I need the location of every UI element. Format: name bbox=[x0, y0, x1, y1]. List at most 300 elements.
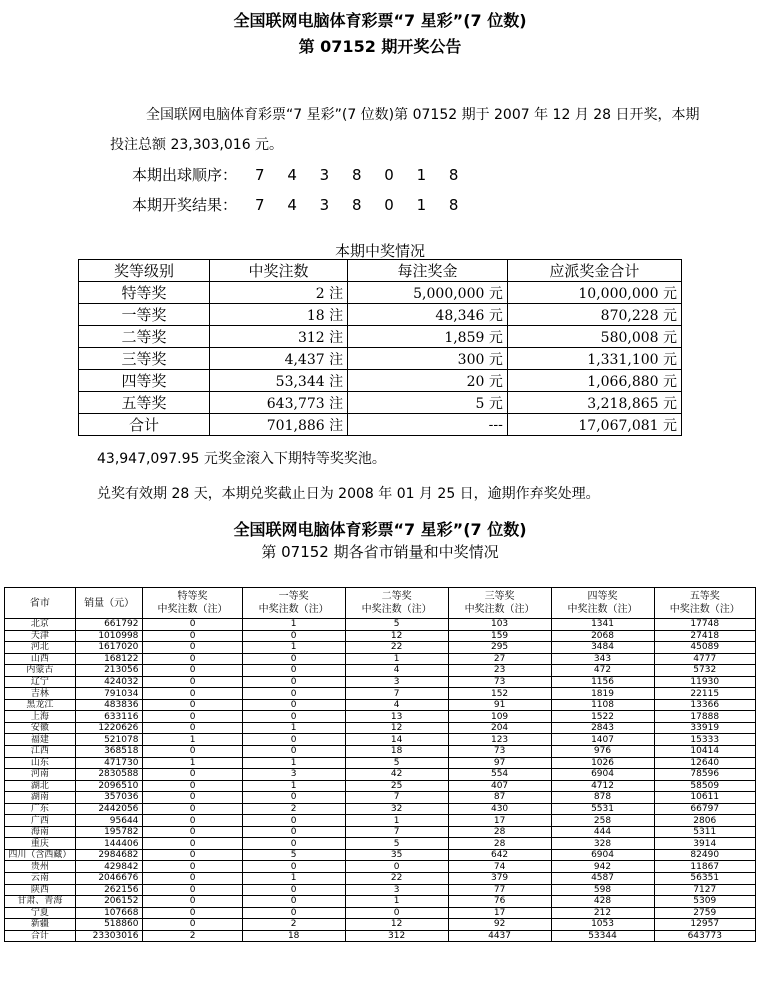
province-table-header-row bbox=[5, 588, 756, 619]
draw-result-line bbox=[132, 190, 732, 220]
province-value-cell: 1010998 bbox=[75, 630, 143, 642]
prize-cell: 870,228 元 bbox=[507, 304, 681, 326]
province-value-cell: 4712 bbox=[551, 780, 654, 792]
province-row bbox=[5, 826, 756, 838]
province-value-cell: 5732 bbox=[654, 665, 756, 677]
province-row bbox=[5, 711, 756, 723]
province-value-cell: 357036 bbox=[75, 792, 143, 804]
province-value-cell: 471730 bbox=[75, 757, 143, 769]
province-value-cell: 32 bbox=[345, 803, 448, 815]
province-table-subtitle: 第 07152 期各省市销量和中奖情况 bbox=[261, 543, 499, 561]
draw-order-label: 本期出球顺序： bbox=[132, 166, 238, 184]
province-value-cell: 0 bbox=[143, 849, 242, 861]
province-value-cell: 343 bbox=[551, 653, 654, 665]
prize-cell: 1,066,880 元 bbox=[507, 370, 681, 392]
province-value-cell: 4587 bbox=[551, 873, 654, 885]
province-header-line: 三等奖 bbox=[484, 591, 515, 602]
province-name-cell: 贵州 bbox=[5, 861, 76, 873]
province-value-cell: 2 bbox=[242, 919, 345, 931]
province-value-cell: 123 bbox=[448, 734, 551, 746]
province-name-cell: 陕西 bbox=[5, 884, 76, 896]
province-value-cell: 0 bbox=[242, 711, 345, 723]
province-row bbox=[5, 896, 756, 908]
province-value-cell: 1 bbox=[242, 757, 345, 769]
province-value-cell: 0 bbox=[242, 815, 345, 827]
prize-row bbox=[79, 348, 682, 370]
province-value-cell: 0 bbox=[143, 676, 242, 688]
province-value-cell: 407 bbox=[448, 780, 551, 792]
province-value-cell: 15333 bbox=[654, 734, 756, 746]
prize-cell: 17,067,081 元 bbox=[507, 414, 681, 436]
province-header-cell bbox=[143, 588, 242, 619]
province-value-cell: 42 bbox=[345, 769, 448, 781]
province-row bbox=[5, 815, 756, 827]
province-value-cell: 598 bbox=[551, 884, 654, 896]
province-value-cell: 5 bbox=[345, 838, 448, 850]
province-value-cell: 424032 bbox=[75, 676, 143, 688]
province-value-cell: 0 bbox=[143, 699, 242, 711]
province-value-cell: 56351 bbox=[654, 873, 756, 885]
province-name-cell: 上海 bbox=[5, 711, 76, 723]
prize-cell: 四等奖 bbox=[79, 370, 210, 392]
province-name-cell: 新疆 bbox=[5, 919, 76, 931]
prize-row bbox=[79, 392, 682, 414]
province-value-cell: 1 bbox=[143, 757, 242, 769]
province-value-cell: 159 bbox=[448, 630, 551, 642]
province-value-cell: 554 bbox=[448, 769, 551, 781]
province-value-cell: 73 bbox=[448, 746, 551, 758]
prize-cell: 300 元 bbox=[348, 348, 508, 370]
province-name-cell: 北京 bbox=[5, 619, 76, 631]
province-value-cell: 13 bbox=[345, 711, 448, 723]
prize-cell: 48,346 元 bbox=[348, 304, 508, 326]
province-value-cell: 23303016 bbox=[75, 930, 143, 942]
province-name-cell: 福建 bbox=[5, 734, 76, 746]
prize-cell: 4,437 注 bbox=[210, 348, 348, 370]
province-value-cell: 6904 bbox=[551, 769, 654, 781]
prize-header-count: 中奖注数 bbox=[210, 260, 348, 282]
province-row bbox=[5, 676, 756, 688]
prize-cell: 312 注 bbox=[210, 326, 348, 348]
province-value-cell: 2806 bbox=[654, 815, 756, 827]
prize-cell: 合计 bbox=[79, 414, 210, 436]
draw-result-digits: 7 4 3 8 0 1 8 bbox=[255, 196, 468, 214]
province-header-line: 二等奖 bbox=[381, 591, 412, 602]
province-value-cell: 1 bbox=[242, 642, 345, 654]
province-value-cell: 1819 bbox=[551, 688, 654, 700]
province-name-cell: 安徽 bbox=[5, 722, 76, 734]
prize-cell: 1,859 元 bbox=[348, 326, 508, 348]
province-value-cell: 1 bbox=[242, 873, 345, 885]
province-value-cell: 0 bbox=[242, 653, 345, 665]
province-value-cell: 206152 bbox=[75, 896, 143, 908]
province-sales-table bbox=[4, 587, 756, 942]
province-value-cell: 0 bbox=[143, 803, 242, 815]
province-value-cell: 12 bbox=[345, 919, 448, 931]
province-value-cell: 2046676 bbox=[75, 873, 143, 885]
province-name-cell: 河北 bbox=[5, 642, 76, 654]
province-value-cell: 195782 bbox=[75, 826, 143, 838]
province-name-cell: 山东 bbox=[5, 757, 76, 769]
province-value-cell: 2 bbox=[242, 803, 345, 815]
province-value-cell: 1108 bbox=[551, 699, 654, 711]
province-value-cell: 152 bbox=[448, 688, 551, 700]
province-value-cell: 0 bbox=[143, 792, 242, 804]
province-value-cell: 12640 bbox=[654, 757, 756, 769]
province-value-cell: 66797 bbox=[654, 803, 756, 815]
province-row bbox=[5, 642, 756, 654]
province-value-cell: 4 bbox=[345, 699, 448, 711]
province-value-cell: 368518 bbox=[75, 746, 143, 758]
province-value-cell: 76 bbox=[448, 896, 551, 908]
prize-cell: 三等奖 bbox=[79, 348, 210, 370]
province-value-cell: 0 bbox=[242, 861, 345, 873]
province-value-cell: 1341 bbox=[551, 619, 654, 631]
province-header-cell bbox=[242, 588, 345, 619]
province-value-cell: 23 bbox=[448, 665, 551, 677]
province-header-line: 特等奖 bbox=[177, 591, 208, 602]
province-value-cell: 428 bbox=[551, 896, 654, 908]
province-value-cell: 22 bbox=[345, 642, 448, 654]
province-value-cell: 10414 bbox=[654, 746, 756, 758]
intro-paragraph: 全国联网电脑体育彩票“7 星彩”(7 位数)第 07152 期于 2007 年 12 月 28 日开奖，本期投注总额 23,303,016 元。 bbox=[110, 107, 700, 153]
province-value-cell: 2096510 bbox=[75, 780, 143, 792]
province-value-cell: 312 bbox=[345, 930, 448, 942]
province-value-cell: 0 bbox=[143, 630, 242, 642]
province-name-cell: 江西 bbox=[5, 746, 76, 758]
province-header-line: 省市 bbox=[29, 597, 50, 609]
province-value-cell: 0 bbox=[143, 619, 242, 631]
province-value-cell: 12 bbox=[345, 722, 448, 734]
province-value-cell: 12957 bbox=[654, 919, 756, 931]
prize-cell: 701,886 注 bbox=[210, 414, 348, 436]
prize-cell: 1,331,100 元 bbox=[507, 348, 681, 370]
prize-table bbox=[78, 259, 682, 436]
province-value-cell: 25 bbox=[345, 780, 448, 792]
province-name-cell: 广西 bbox=[5, 815, 76, 827]
province-value-cell: 35 bbox=[345, 849, 448, 861]
province-value-cell: 379 bbox=[448, 873, 551, 885]
province-value-cell: 4 bbox=[345, 665, 448, 677]
prize-table-caption: 本期中奖情况 bbox=[334, 242, 425, 260]
province-value-cell: 1 bbox=[345, 815, 448, 827]
province-value-cell: 0 bbox=[143, 769, 242, 781]
province-name-cell: 甘肃、青海 bbox=[5, 896, 76, 908]
province-table-body bbox=[5, 619, 756, 942]
province-value-cell: 0 bbox=[143, 653, 242, 665]
province-value-cell: 17 bbox=[448, 815, 551, 827]
province-value-cell: 1617020 bbox=[75, 642, 143, 654]
province-value-cell: 109 bbox=[448, 711, 551, 723]
province-value-cell: 0 bbox=[242, 792, 345, 804]
province-value-cell: 92 bbox=[448, 919, 551, 931]
province-value-cell: 1 bbox=[143, 734, 242, 746]
province-row bbox=[5, 699, 756, 711]
prize-cell: --- bbox=[348, 414, 508, 436]
province-header-line: 五等奖 bbox=[689, 591, 720, 602]
province-row bbox=[5, 769, 756, 781]
province-row bbox=[5, 930, 756, 942]
province-value-cell: 1522 bbox=[551, 711, 654, 723]
province-value-cell: 74 bbox=[448, 861, 551, 873]
province-value-cell: 22115 bbox=[654, 688, 756, 700]
province-name-cell: 重庆 bbox=[5, 838, 76, 850]
province-row bbox=[5, 919, 756, 931]
province-value-cell: 2 bbox=[143, 930, 242, 942]
province-header-cell bbox=[654, 588, 756, 619]
province-value-cell: 0 bbox=[242, 630, 345, 642]
province-value-cell: 0 bbox=[143, 642, 242, 654]
province-value-cell: 10611 bbox=[654, 792, 756, 804]
province-row bbox=[5, 746, 756, 758]
province-value-cell: 0 bbox=[143, 826, 242, 838]
province-name-cell: 吉林 bbox=[5, 688, 76, 700]
province-row bbox=[5, 803, 756, 815]
province-value-cell: 0 bbox=[242, 688, 345, 700]
province-value-cell: 0 bbox=[242, 884, 345, 896]
province-value-cell: 28 bbox=[448, 838, 551, 850]
province-value-cell: 0 bbox=[242, 676, 345, 688]
province-value-cell: 942 bbox=[551, 861, 654, 873]
province-value-cell: 27418 bbox=[654, 630, 756, 642]
province-value-cell: 6904 bbox=[551, 849, 654, 861]
province-value-cell: 328 bbox=[551, 838, 654, 850]
province-value-cell: 1 bbox=[242, 722, 345, 734]
province-value-cell: 18 bbox=[242, 930, 345, 942]
province-value-cell: 0 bbox=[242, 734, 345, 746]
province-value-cell: 7 bbox=[345, 688, 448, 700]
province-row bbox=[5, 688, 756, 700]
province-value-cell: 11867 bbox=[654, 861, 756, 873]
province-value-cell: 5 bbox=[345, 619, 448, 631]
province-value-cell: 2442056 bbox=[75, 803, 143, 815]
province-value-cell: 27 bbox=[448, 653, 551, 665]
prize-row bbox=[79, 282, 682, 304]
province-name-cell: 合计 bbox=[5, 930, 76, 942]
province-row bbox=[5, 653, 756, 665]
province-value-cell: 430 bbox=[448, 803, 551, 815]
province-value-cell: 107668 bbox=[75, 907, 143, 919]
province-value-cell: 7127 bbox=[654, 884, 756, 896]
province-row bbox=[5, 861, 756, 873]
province-name-cell: 湖南 bbox=[5, 792, 76, 804]
province-value-cell: 791034 bbox=[75, 688, 143, 700]
province-value-cell: 472 bbox=[551, 665, 654, 677]
province-value-cell: 2759 bbox=[654, 907, 756, 919]
province-row bbox=[5, 780, 756, 792]
province-value-cell: 3 bbox=[345, 676, 448, 688]
province-name-cell: 河南 bbox=[5, 769, 76, 781]
province-value-cell: 0 bbox=[345, 861, 448, 873]
province-value-cell: 4437 bbox=[448, 930, 551, 942]
province-header-line: 中奖注数（注） bbox=[361, 604, 432, 615]
province-value-cell: 521078 bbox=[75, 734, 143, 746]
province-value-cell: 0 bbox=[143, 711, 242, 723]
province-value-cell: 483836 bbox=[75, 699, 143, 711]
prize-cell: 10,000,000 元 bbox=[507, 282, 681, 304]
province-value-cell: 1026 bbox=[551, 757, 654, 769]
province-value-cell: 0 bbox=[143, 861, 242, 873]
province-value-cell: 17888 bbox=[654, 711, 756, 723]
province-name-cell: 四川（含西藏） bbox=[5, 849, 76, 861]
province-value-cell: 7 bbox=[345, 792, 448, 804]
prize-cell: 20 元 bbox=[348, 370, 508, 392]
province-value-cell: 262156 bbox=[75, 884, 143, 896]
province-value-cell: 212 bbox=[551, 907, 654, 919]
province-value-cell: 87 bbox=[448, 792, 551, 804]
province-value-cell: 0 bbox=[143, 665, 242, 677]
province-value-cell: 18 bbox=[345, 746, 448, 758]
province-row bbox=[5, 884, 756, 896]
prize-table-header-row bbox=[79, 260, 682, 282]
province-value-cell: 2068 bbox=[551, 630, 654, 642]
province-value-cell: 2830588 bbox=[75, 769, 143, 781]
province-value-cell: 12 bbox=[345, 630, 448, 642]
province-value-cell: 1220626 bbox=[75, 722, 143, 734]
province-name-cell: 辽宁 bbox=[5, 676, 76, 688]
province-header-cell bbox=[5, 588, 76, 619]
province-value-cell: 5311 bbox=[654, 826, 756, 838]
province-value-cell: 4777 bbox=[654, 653, 756, 665]
province-header-cell bbox=[345, 588, 448, 619]
province-value-cell: 204 bbox=[448, 722, 551, 734]
province-value-cell: 0 bbox=[242, 838, 345, 850]
claim-expiry-text: 兑奖有效期 28 天，本期兑奖截止日为 2008 年 01 月 25 日，逾期作弃奖处理。 bbox=[97, 486, 600, 502]
province-row bbox=[5, 792, 756, 804]
province-value-cell: 0 bbox=[143, 722, 242, 734]
province-value-cell: 3 bbox=[345, 884, 448, 896]
province-value-cell: 1 bbox=[345, 653, 448, 665]
prize-cell: 5 元 bbox=[348, 392, 508, 414]
province-row bbox=[5, 849, 756, 861]
province-row bbox=[5, 630, 756, 642]
province-value-cell: 33919 bbox=[654, 722, 756, 734]
prize-cell: 18 注 bbox=[210, 304, 348, 326]
province-name-cell: 天津 bbox=[5, 630, 76, 642]
province-value-cell: 0 bbox=[242, 826, 345, 838]
province-value-cell: 13366 bbox=[654, 699, 756, 711]
province-header-cell bbox=[551, 588, 654, 619]
province-row bbox=[5, 722, 756, 734]
prize-cell: 五等奖 bbox=[79, 392, 210, 414]
province-name-cell: 宁夏 bbox=[5, 907, 76, 919]
province-value-cell: 0 bbox=[143, 873, 242, 885]
province-header-line: 一等奖 bbox=[278, 591, 309, 602]
prize-row bbox=[79, 414, 682, 436]
province-name-cell: 山西 bbox=[5, 653, 76, 665]
province-name-cell: 黑龙江 bbox=[5, 699, 76, 711]
province-value-cell: 0 bbox=[143, 815, 242, 827]
province-value-cell: 17 bbox=[448, 907, 551, 919]
province-row bbox=[5, 907, 756, 919]
province-value-cell: 0 bbox=[143, 746, 242, 758]
province-value-cell: 444 bbox=[551, 826, 654, 838]
province-value-cell: 0 bbox=[143, 896, 242, 908]
prize-header-total: 应派奖金合计 bbox=[507, 260, 681, 282]
province-header-line: 四等奖 bbox=[587, 591, 618, 602]
province-name-cell: 广东 bbox=[5, 803, 76, 815]
jackpot-pool-text: 43,947,097.95 元奖金滚入下期特等奖奖池。 bbox=[97, 451, 386, 467]
province-value-cell: 0 bbox=[242, 907, 345, 919]
province-header-line: 中奖注数（注） bbox=[258, 604, 329, 615]
province-value-cell: 1 bbox=[242, 780, 345, 792]
prize-header-level: 奖等级别 bbox=[79, 260, 210, 282]
province-value-cell: 3914 bbox=[654, 838, 756, 850]
province-value-cell: 3 bbox=[242, 769, 345, 781]
province-header-line: 中奖注数（注） bbox=[567, 604, 638, 615]
province-value-cell: 103 bbox=[448, 619, 551, 631]
province-value-cell: 77 bbox=[448, 884, 551, 896]
prize-cell: 一等奖 bbox=[79, 304, 210, 326]
province-value-cell: 2984682 bbox=[75, 849, 143, 861]
province-value-cell: 53344 bbox=[551, 930, 654, 942]
province-name-cell: 云南 bbox=[5, 873, 76, 885]
province-value-cell: 0 bbox=[242, 665, 345, 677]
province-value-cell: 1407 bbox=[551, 734, 654, 746]
province-value-cell: 0 bbox=[143, 919, 242, 931]
prize-cell: 5,000,000 元 bbox=[348, 282, 508, 304]
province-row bbox=[5, 873, 756, 885]
province-value-cell: 91 bbox=[448, 699, 551, 711]
province-header-line: 销量（元） bbox=[84, 597, 135, 609]
province-table-title: 全国联网电脑体育彩票“7 星彩”(7 位数) bbox=[233, 520, 527, 539]
province-value-cell: 1053 bbox=[551, 919, 654, 931]
province-value-cell: 429842 bbox=[75, 861, 143, 873]
province-name-cell: 湖北 bbox=[5, 780, 76, 792]
province-value-cell: 95644 bbox=[75, 815, 143, 827]
province-value-cell: 14 bbox=[345, 734, 448, 746]
prize-cell: 特等奖 bbox=[79, 282, 210, 304]
province-value-cell: 5 bbox=[242, 849, 345, 861]
announcement-title: 全国联网电脑体育彩票“7 星彩”(7 位数) bbox=[233, 11, 527, 30]
province-value-cell: 976 bbox=[551, 746, 654, 758]
prize-row bbox=[79, 326, 682, 348]
prize-cell: 53,344 注 bbox=[210, 370, 348, 392]
province-value-cell: 78596 bbox=[654, 769, 756, 781]
prize-row bbox=[79, 304, 682, 326]
province-value-cell: 1156 bbox=[551, 676, 654, 688]
province-row bbox=[5, 838, 756, 850]
province-value-cell: 3484 bbox=[551, 642, 654, 654]
province-value-cell: 45089 bbox=[654, 642, 756, 654]
province-value-cell: 58509 bbox=[654, 780, 756, 792]
province-header-cell bbox=[75, 588, 143, 619]
province-value-cell: 5531 bbox=[551, 803, 654, 815]
province-value-cell: 1 bbox=[345, 896, 448, 908]
prize-row bbox=[79, 370, 682, 392]
province-value-cell: 295 bbox=[448, 642, 551, 654]
province-value-cell: 22 bbox=[345, 873, 448, 885]
province-value-cell: 0 bbox=[242, 699, 345, 711]
province-row bbox=[5, 619, 756, 631]
province-value-cell: 0 bbox=[143, 838, 242, 850]
province-value-cell: 643773 bbox=[654, 930, 756, 942]
province-value-cell: 168122 bbox=[75, 653, 143, 665]
province-value-cell: 661792 bbox=[75, 619, 143, 631]
province-value-cell: 213056 bbox=[75, 665, 143, 677]
province-header-line: 中奖注数（注） bbox=[464, 604, 535, 615]
province-value-cell: 0 bbox=[242, 746, 345, 758]
draw-order-line bbox=[132, 160, 732, 190]
province-header-line: 中奖注数（注） bbox=[157, 604, 228, 615]
province-value-cell: 0 bbox=[143, 907, 242, 919]
province-value-cell: 0 bbox=[143, 884, 242, 896]
prize-cell: 3,218,865 元 bbox=[507, 392, 681, 414]
province-value-cell: 97 bbox=[448, 757, 551, 769]
province-value-cell: 642 bbox=[448, 849, 551, 861]
province-row bbox=[5, 665, 756, 677]
province-name-cell: 内蒙古 bbox=[5, 665, 76, 677]
